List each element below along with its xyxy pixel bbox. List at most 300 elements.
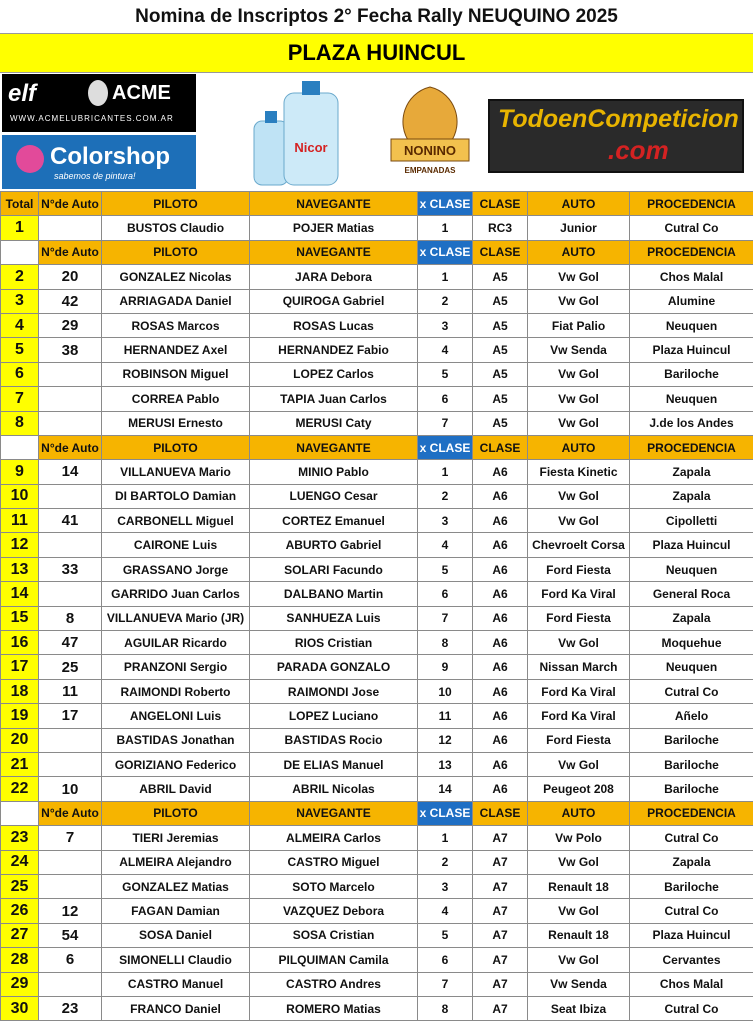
table-row: [1, 509, 753, 533]
cell-origin: Chos Malal: [630, 972, 753, 996]
cell-class: A7: [473, 850, 528, 874]
page-title: Nomina de Inscriptos 2° Fecha Rally NEUQUINO 2025: [0, 0, 753, 34]
cell-class-position: 6: [418, 387, 473, 411]
cell-car: Ford Fiesta: [528, 728, 630, 752]
cell-car-number: [39, 533, 102, 557]
cell-navigator: ROSAS Lucas: [250, 313, 418, 337]
cell-class: A6: [473, 460, 528, 484]
cell-entry-number: 5: [1, 338, 39, 362]
nonino-logo: [385, 83, 475, 183]
entries-table-body: [1, 192, 753, 1021]
cell-class: A5: [473, 387, 528, 411]
cell-entry-number: 17: [1, 655, 39, 679]
colorshop-logo-text: Colorshop: [50, 143, 170, 170]
cell-car: Ford Ka Viral: [528, 582, 630, 606]
header-navegante: NAVEGANTE: [250, 435, 418, 459]
table-row: [1, 338, 753, 362]
cell-navigator: MERUSI Caty: [250, 411, 418, 435]
cell-class: A6: [473, 533, 528, 557]
cell-car-number: [39, 362, 102, 386]
acme-drop-icon: [88, 80, 108, 106]
cell-entry-number: 21: [1, 752, 39, 776]
cell-pilot: DI BARTOLO Damian: [102, 484, 250, 508]
cell-class-position: 5: [418, 923, 473, 947]
cell-class: A6: [473, 777, 528, 801]
cell-car: Vw Gol: [528, 509, 630, 533]
cell-car: Vw Gol: [528, 484, 630, 508]
header-piloto: PILOTO: [102, 192, 250, 216]
nicor-water-bottle-logo: [248, 77, 344, 189]
cell-car: Seat Ibiza: [528, 996, 630, 1020]
cell-pilot: VILLANUEVA Mario: [102, 460, 250, 484]
cell-origin: Neuquen: [630, 313, 753, 337]
table-row: [1, 557, 753, 581]
cell-origin: Zapala: [630, 606, 753, 630]
header-procedencia: PROCEDENCIA: [630, 435, 753, 459]
cell-car: Ford Ka Viral: [528, 704, 630, 728]
table-row: [1, 679, 753, 703]
cell-class: A7: [473, 923, 528, 947]
cell-entry-number: 23: [1, 826, 39, 850]
cell-class-position: 7: [418, 972, 473, 996]
header-procedencia: PROCEDENCIA: [630, 192, 753, 216]
cell-car-number: 47: [39, 631, 102, 655]
table-row: [1, 313, 753, 337]
header-clase: CLASE: [473, 435, 528, 459]
cell-car: Vw Gol: [528, 752, 630, 776]
cell-class-position: 7: [418, 411, 473, 435]
cell-class-position: 14: [418, 777, 473, 801]
cell-navigator: LOPEZ Luciano: [250, 704, 418, 728]
cell-car: Vw Gol: [528, 289, 630, 313]
cell-car: Ford Ka Viral: [528, 679, 630, 703]
cell-entry-number: 25: [1, 874, 39, 898]
elf-logo-text: elf: [8, 80, 37, 107]
cell-navigator: JARA Debora: [250, 265, 418, 289]
cell-class-position: 13: [418, 752, 473, 776]
colorshop-logo: [2, 135, 196, 189]
header-clase: CLASE: [473, 192, 528, 216]
header-row: [1, 435, 753, 459]
header-blank: [1, 801, 39, 825]
header-xclase: x CLASE: [418, 801, 473, 825]
cell-pilot: BASTIDAS Jonathan: [102, 728, 250, 752]
cell-car: Fiat Palio: [528, 313, 630, 337]
cell-class-position: 1: [418, 826, 473, 850]
cell-navigator: SOSA Cristian: [250, 923, 418, 947]
cell-pilot: ROSAS Marcos: [102, 313, 250, 337]
cell-class: A6: [473, 557, 528, 581]
cell-class: A6: [473, 728, 528, 752]
cell-car-number: 20: [39, 265, 102, 289]
header-piloto: PILOTO: [102, 435, 250, 459]
cell-entry-number: 29: [1, 972, 39, 996]
cell-car-number: [39, 216, 102, 240]
header-nauto: N°de Auto: [39, 192, 102, 216]
cell-navigator: VAZQUEZ Debora: [250, 899, 418, 923]
cell-entry-number: 26: [1, 899, 39, 923]
cell-class: A5: [473, 313, 528, 337]
cell-entry-number: 1: [1, 216, 39, 240]
cell-car-number: [39, 582, 102, 606]
cell-origin: Zapala: [630, 484, 753, 508]
cell-origin: Cutral Co: [630, 899, 753, 923]
sponsor-logos: [0, 73, 753, 191]
cell-pilot: CAIRONE Luis: [102, 533, 250, 557]
cell-pilot: GONZALEZ Matias: [102, 874, 250, 898]
header-navegante: NAVEGANTE: [250, 801, 418, 825]
cell-entry-number: 11: [1, 509, 39, 533]
cell-entry-number: 7: [1, 387, 39, 411]
cell-origin: Cutral Co: [630, 826, 753, 850]
cell-car-number: 41: [39, 509, 102, 533]
table-row: [1, 996, 753, 1020]
cell-car: Vw Gol: [528, 411, 630, 435]
cell-car-number: [39, 484, 102, 508]
cell-car-number: 11: [39, 679, 102, 703]
cell-navigator: RAIMONDI Jose: [250, 679, 418, 703]
cell-class: A7: [473, 874, 528, 898]
cell-pilot: GONZALEZ Nicolas: [102, 265, 250, 289]
cell-navigator: ABRIL Nicolas: [250, 777, 418, 801]
cell-entry-number: 2: [1, 265, 39, 289]
cell-car: Vw Gol: [528, 265, 630, 289]
cell-class: A6: [473, 631, 528, 655]
cell-class-position: 9: [418, 655, 473, 679]
cell-origin: Bariloche: [630, 874, 753, 898]
table-row: [1, 606, 753, 630]
cell-class: A6: [473, 655, 528, 679]
cell-pilot: PRANZONI Sergio: [102, 655, 250, 679]
cell-origin: Chos Malal: [630, 265, 753, 289]
table-row: [1, 972, 753, 996]
table-row: [1, 752, 753, 776]
cell-origin: Bariloche: [630, 728, 753, 752]
header-xclase: x CLASE: [418, 240, 473, 264]
cell-car-number: 54: [39, 923, 102, 947]
cell-car: Vw Gol: [528, 899, 630, 923]
cell-car: Vw Gol: [528, 631, 630, 655]
cell-pilot: SIMONELLI Claudio: [102, 948, 250, 972]
cell-class: A6: [473, 484, 528, 508]
cell-navigator: QUIROGA Gabriel: [250, 289, 418, 313]
header-blank: [1, 435, 39, 459]
cell-origin: Plaza Huincul: [630, 338, 753, 362]
cell-class: A6: [473, 582, 528, 606]
cell-navigator: DE ELIAS Manuel: [250, 752, 418, 776]
cell-class-position: 6: [418, 948, 473, 972]
cell-car-number: [39, 752, 102, 776]
colorshop-tagline: sabemos de pintura!: [54, 171, 136, 181]
cell-origin: Cutral Co: [630, 679, 753, 703]
cell-car: Chevroelt Corsa: [528, 533, 630, 557]
table-row: [1, 484, 753, 508]
cell-car-number: 12: [39, 899, 102, 923]
venue-title: PLAZA HUINCUL: [0, 34, 753, 73]
cell-navigator: PARADA GONZALO: [250, 655, 418, 679]
cell-class: A6: [473, 704, 528, 728]
cell-class: A7: [473, 972, 528, 996]
cell-entry-number: 24: [1, 850, 39, 874]
cell-navigator: LUENGO Cesar: [250, 484, 418, 508]
cell-car-number: 25: [39, 655, 102, 679]
cell-car: Vw Gol: [528, 948, 630, 972]
table-row: [1, 923, 753, 947]
cell-origin: Plaza Huincul: [630, 533, 753, 557]
cell-car: Vw Gol: [528, 362, 630, 386]
cell-car-number: [39, 411, 102, 435]
cell-car: Ford Fiesta: [528, 606, 630, 630]
cell-class-position: 7: [418, 606, 473, 630]
header-auto: AUTO: [528, 801, 630, 825]
cell-origin: Cipolletti: [630, 509, 753, 533]
table-row: [1, 704, 753, 728]
cell-pilot: FRANCO Daniel: [102, 996, 250, 1020]
cell-navigator: ROMERO Matias: [250, 996, 418, 1020]
cell-pilot: MERUSI Ernesto: [102, 411, 250, 435]
cell-class-position: 1: [418, 265, 473, 289]
nicor-logo-text: Nicor: [294, 140, 328, 155]
cell-pilot: BUSTOS Claudio: [102, 216, 250, 240]
cell-entry-number: 20: [1, 728, 39, 752]
cell-entry-number: 28: [1, 948, 39, 972]
cell-entry-number: 12: [1, 533, 39, 557]
cell-class: A6: [473, 679, 528, 703]
cell-class-position: 5: [418, 362, 473, 386]
header-piloto: PILOTO: [102, 240, 250, 264]
cell-navigator: TAPIA Juan Carlos: [250, 387, 418, 411]
todo-logo-domain: .com: [608, 135, 669, 165]
cell-car-number: [39, 850, 102, 874]
cell-origin: Bariloche: [630, 777, 753, 801]
cell-class: A7: [473, 948, 528, 972]
cell-class-position: 1: [418, 216, 473, 240]
cell-class-position: 8: [418, 996, 473, 1020]
cell-entry-number: 13: [1, 557, 39, 581]
cell-car: Junior: [528, 216, 630, 240]
header-procedencia: PROCEDENCIA: [630, 240, 753, 264]
cell-class-position: 11: [418, 704, 473, 728]
header-row: [1, 192, 753, 216]
todoencompeticion-logo: [488, 99, 744, 173]
cell-navigator: PILQUIMAN Camila: [250, 948, 418, 972]
header-clase: CLASE: [473, 240, 528, 264]
header-navegante: NAVEGANTE: [250, 192, 418, 216]
table-row: [1, 948, 753, 972]
cell-car-number: 6: [39, 948, 102, 972]
cell-pilot: ALMEIRA Alejandro: [102, 850, 250, 874]
cell-class: RC3: [473, 216, 528, 240]
cell-car: Renault 18: [528, 923, 630, 947]
cell-class-position: 4: [418, 338, 473, 362]
cell-car-number: 29: [39, 313, 102, 337]
cell-car-number: 14: [39, 460, 102, 484]
cell-entry-number: 3: [1, 289, 39, 313]
cell-pilot: GORIZIANO Federico: [102, 752, 250, 776]
header-blank: [1, 240, 39, 264]
cell-class-position: 4: [418, 533, 473, 557]
table-row: [1, 826, 753, 850]
cell-class-position: 10: [418, 679, 473, 703]
cell-origin: Cutral Co: [630, 216, 753, 240]
header-xclase: x CLASE: [418, 435, 473, 459]
cell-class: A7: [473, 899, 528, 923]
cell-class-position: 2: [418, 484, 473, 508]
cell-entry-number: 8: [1, 411, 39, 435]
header-total: Total: [1, 192, 39, 216]
cell-car-number: 17: [39, 704, 102, 728]
table-row: [1, 387, 753, 411]
cell-navigator: MINIO Pablo: [250, 460, 418, 484]
cell-origin: Neuquen: [630, 387, 753, 411]
cell-car: Vw Gol: [528, 850, 630, 874]
entries-table: [0, 191, 753, 1021]
nonino-logo-text: NONINO: [404, 143, 456, 158]
cell-car: Vw Senda: [528, 338, 630, 362]
cell-class-position: 6: [418, 582, 473, 606]
header-xclase: x CLASE: [418, 192, 473, 216]
cell-navigator: ABURTO Gabriel: [250, 533, 418, 557]
cell-navigator: DALBANO Martin: [250, 582, 418, 606]
cell-entry-number: 22: [1, 777, 39, 801]
cell-entry-number: 9: [1, 460, 39, 484]
cell-entry-number: 30: [1, 996, 39, 1020]
cell-class: A7: [473, 826, 528, 850]
cell-entry-number: 19: [1, 704, 39, 728]
cell-class: A6: [473, 752, 528, 776]
header-clase: CLASE: [473, 801, 528, 825]
cell-car-number: 7: [39, 826, 102, 850]
table-row: [1, 850, 753, 874]
cell-car: Vw Gol: [528, 387, 630, 411]
cell-navigator: SOTO Marcelo: [250, 874, 418, 898]
cell-pilot: TIERI Jeremias: [102, 826, 250, 850]
cell-pilot: CASTRO Manuel: [102, 972, 250, 996]
cell-car-number: [39, 972, 102, 996]
header-nauto: N°de Auto: [39, 240, 102, 264]
acme-logo-text: ACME: [112, 82, 171, 104]
table-row: [1, 582, 753, 606]
cell-origin: General Roca: [630, 582, 753, 606]
cell-class: A5: [473, 289, 528, 313]
header-nauto: N°de Auto: [39, 801, 102, 825]
cell-entry-number: 6: [1, 362, 39, 386]
cell-navigator: CORTEZ Emanuel: [250, 509, 418, 533]
cell-pilot: GARRIDO Juan Carlos: [102, 582, 250, 606]
cell-navigator: BASTIDAS Rocio: [250, 728, 418, 752]
table-row: [1, 728, 753, 752]
cell-pilot: SOSA Daniel: [102, 923, 250, 947]
cell-class-position: 12: [418, 728, 473, 752]
cell-car-number: 33: [39, 557, 102, 581]
table-row: [1, 265, 753, 289]
table-row: [1, 874, 753, 898]
cell-pilot: VILLANUEVA Mario (JR): [102, 606, 250, 630]
cell-class: A5: [473, 411, 528, 435]
table-row: [1, 411, 753, 435]
table-row: [1, 460, 753, 484]
cell-navigator: POJER Matias: [250, 216, 418, 240]
acme-logo: [2, 74, 196, 132]
header-auto: AUTO: [528, 435, 630, 459]
header-row: [1, 240, 753, 264]
cell-car-number: [39, 728, 102, 752]
cell-car: Peugeot 208: [528, 777, 630, 801]
cell-navigator: ALMEIRA Carlos: [250, 826, 418, 850]
nonino-logo-subtext: EMPANADAS: [404, 166, 456, 175]
table-row: [1, 899, 753, 923]
cell-navigator: CASTRO Andres: [250, 972, 418, 996]
cell-class: A6: [473, 606, 528, 630]
cell-navigator: SOLARI Facundo: [250, 557, 418, 581]
table-row: [1, 289, 753, 313]
cell-origin: Plaza Huincul: [630, 923, 753, 947]
cell-class-position: 5: [418, 557, 473, 581]
cell-car-number: 23: [39, 996, 102, 1020]
cell-class-position: 3: [418, 509, 473, 533]
cell-car: Nissan March: [528, 655, 630, 679]
cell-origin: Zapala: [630, 460, 753, 484]
flower-icon: [16, 145, 44, 173]
cell-pilot: ARRIAGADA Daniel: [102, 289, 250, 313]
cell-pilot: ANGELONI Luis: [102, 704, 250, 728]
cell-class: A7: [473, 996, 528, 1020]
cell-class-position: 3: [418, 874, 473, 898]
cell-navigator: HERNANDEZ Fabio: [250, 338, 418, 362]
cell-entry-number: 16: [1, 631, 39, 655]
cell-origin: Neuquen: [630, 655, 753, 679]
cell-entry-number: 4: [1, 313, 39, 337]
cell-pilot: GRASSANO Jorge: [102, 557, 250, 581]
header-navegante: NAVEGANTE: [250, 240, 418, 264]
table-row: [1, 362, 753, 386]
cell-entry-number: 15: [1, 606, 39, 630]
cell-entry-number: 18: [1, 679, 39, 703]
cell-origin: Bariloche: [630, 752, 753, 776]
table-row: [1, 777, 753, 801]
cell-car: Vw Senda: [528, 972, 630, 996]
cell-car: Renault 18: [528, 874, 630, 898]
cell-navigator: RIOS Cristian: [250, 631, 418, 655]
cell-class: A5: [473, 265, 528, 289]
cell-pilot: CORREA Pablo: [102, 387, 250, 411]
cell-class-position: 1: [418, 460, 473, 484]
table-row: [1, 216, 753, 240]
table-row: [1, 631, 753, 655]
cell-entry-number: 27: [1, 923, 39, 947]
cell-class-position: 2: [418, 289, 473, 313]
cell-entry-number: 14: [1, 582, 39, 606]
cell-pilot: AGUILAR Ricardo: [102, 631, 250, 655]
header-piloto: PILOTO: [102, 801, 250, 825]
cell-car-number: 8: [39, 606, 102, 630]
cell-navigator: LOPEZ Carlos: [250, 362, 418, 386]
table-row: [1, 533, 753, 557]
cell-car-number: [39, 874, 102, 898]
cell-class: A5: [473, 338, 528, 362]
cell-car: Fiesta Kinetic: [528, 460, 630, 484]
header-procedencia: PROCEDENCIA: [630, 801, 753, 825]
cell-entry-number: 10: [1, 484, 39, 508]
header-auto: AUTO: [528, 192, 630, 216]
cell-class: A5: [473, 362, 528, 386]
cell-car-number: 42: [39, 289, 102, 313]
cell-class-position: 2: [418, 850, 473, 874]
cell-pilot: ROBINSON Miguel: [102, 362, 250, 386]
cell-car: Vw Polo: [528, 826, 630, 850]
cell-origin: Moquehue: [630, 631, 753, 655]
cell-class: A6: [473, 509, 528, 533]
